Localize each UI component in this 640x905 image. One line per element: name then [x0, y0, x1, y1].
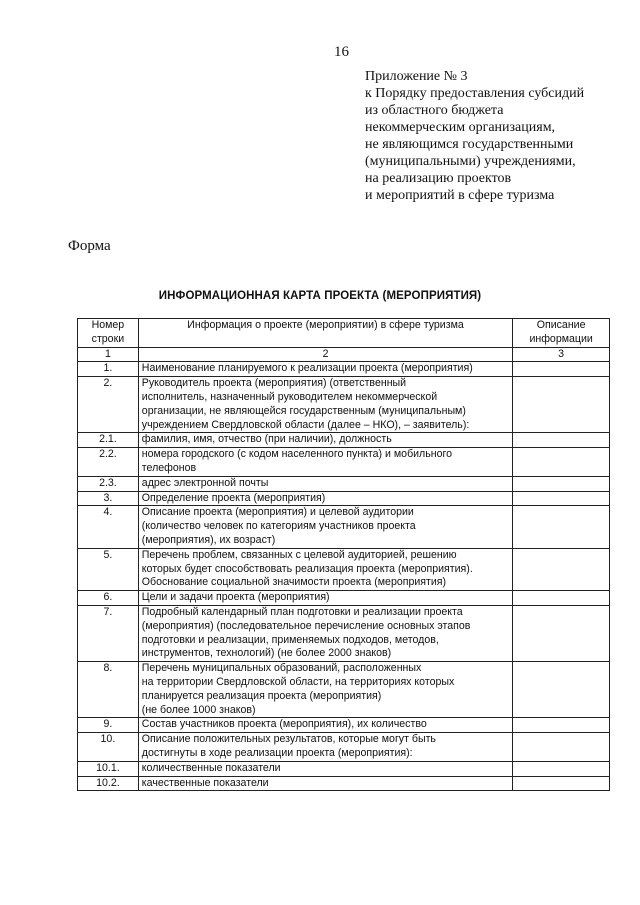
table-row	[78, 362, 610, 377]
row-number: 7.	[78, 605, 139, 661]
row-number: 2.1.	[78, 433, 139, 448]
table-row	[78, 776, 610, 791]
table-row	[78, 506, 610, 548]
row-info	[138, 506, 512, 548]
row-info	[138, 548, 512, 590]
row-info-line: исполнитель, назначенный руководителем некоммерческой	[141, 390, 438, 403]
row-info-line: (мероприятия) (последовательное перечисление основных этапов	[141, 619, 471, 632]
table-row	[78, 605, 610, 661]
row-number: 10.	[78, 733, 139, 762]
row-info-line: номера городского (с кодом населенного пункта) и мобильного	[141, 448, 453, 461]
row-description-cell[interactable]	[513, 718, 610, 733]
row-info	[138, 377, 512, 433]
row-info-line: телефонов	[141, 461, 197, 474]
row-description-cell[interactable]	[513, 362, 610, 377]
row-info-line: учреждением Свердловской области (далее – НКО), – заявитель):	[141, 418, 470, 431]
header-row-number	[78, 319, 139, 348]
row-info-line: Цели и задачи проекта (мероприятия)	[141, 591, 330, 604]
header-project-info	[138, 319, 512, 348]
page-number: 16	[334, 44, 349, 60]
row-info-line: инструментов, технологий) (не более 2000 знаков)	[141, 647, 392, 660]
form-label: Форма	[68, 238, 111, 254]
appendix-line: к Порядку предоставления субсидий	[365, 86, 585, 101]
info-card-table	[77, 318, 610, 791]
header-text: Информация о проекте (мероприятии) в сфере туризма	[187, 319, 464, 331]
header-text: информации	[529, 332, 593, 345]
row-number: 9.	[78, 718, 139, 733]
document-title: ИНФОРМАЦИОННАЯ КАРТА ПРОЕКТА (МЕРОПРИЯТИЯ)	[158, 290, 482, 302]
column-index-row	[78, 347, 610, 362]
row-number: 2.	[78, 377, 139, 433]
appendix-line: и мероприятий в сфере туризма	[365, 188, 555, 203]
row-number: 5.	[78, 548, 139, 590]
row-info	[138, 448, 512, 477]
row-info-line: (не более 1000 знаков)	[141, 703, 256, 716]
row-info-line: Обоснование социальной значимости проекта (мероприятия)	[141, 576, 447, 589]
row-description-cell[interactable]	[513, 776, 610, 791]
table-body	[78, 362, 610, 791]
row-description-cell[interactable]	[513, 448, 610, 477]
row-info	[138, 605, 512, 661]
appendix-line: (муниципальными) учреждениями,	[365, 154, 576, 169]
appendix-line: некоммерческим организациям,	[365, 120, 556, 135]
table-row	[78, 718, 610, 733]
row-info-line: (мероприятия), их возраст)	[141, 533, 276, 546]
row-info	[138, 491, 512, 506]
row-number: 6.	[78, 591, 139, 606]
row-info-line: достигнуты в ходе реализации проекта (мероприятия):	[141, 746, 413, 759]
header-description	[513, 319, 610, 348]
row-description-cell[interactable]	[513, 476, 610, 491]
row-info-line: фамилия, имя, отчество (при наличии), должность	[141, 433, 392, 446]
row-number: 10.1.	[78, 761, 139, 776]
table-row	[78, 476, 610, 491]
row-description-cell[interactable]	[513, 506, 610, 548]
column-index: 3	[513, 347, 610, 362]
row-number: 2.3.	[78, 476, 139, 491]
row-info-line: Описание проекта (мероприятия) и целевой аудитории	[141, 506, 414, 519]
row-description-cell[interactable]	[513, 662, 610, 718]
row-info-line: Определение проекта (мероприятия)	[141, 491, 326, 504]
table-row	[78, 433, 610, 448]
table-row	[78, 491, 610, 506]
row-info-line: планируется реализация проекта (мероприятия)	[141, 689, 382, 702]
row-info-line: на территории Свердловской области, на территориях которых	[141, 675, 455, 688]
row-description-cell[interactable]	[513, 591, 610, 606]
row-info-line: Описание положительных результатов, которые могут быть	[141, 733, 436, 746]
row-description-cell[interactable]	[513, 761, 610, 776]
row-description-cell[interactable]	[513, 733, 610, 762]
row-info-line: Подробный календарный план подготовки и реализации проекта	[141, 605, 463, 618]
appendix-line: не являющимся государственными	[365, 137, 574, 152]
row-info-line: качественные показатели	[141, 776, 269, 789]
row-info-line: Состав участников проекта (мероприятия), их количество	[141, 718, 427, 731]
appendix-block	[365, 68, 625, 204]
table-row	[78, 591, 610, 606]
row-info	[138, 733, 512, 762]
row-info-line: Перечень муниципальных образований, расположенных	[141, 662, 422, 675]
row-number: 10.2.	[78, 776, 139, 791]
row-info-line: которых будет способствовать реализация проекта (мероприятия).	[141, 562, 473, 575]
table-row	[78, 548, 610, 590]
row-description-cell[interactable]	[513, 433, 610, 448]
row-info-line: (количество человек по категориям участников проекта	[141, 520, 416, 533]
row-info	[138, 591, 512, 606]
header-text: Номер	[91, 319, 125, 331]
row-description-cell[interactable]	[513, 377, 610, 433]
appendix-line: из областного бюджета	[365, 103, 504, 118]
table-header-row	[78, 319, 610, 348]
table-row	[78, 377, 610, 433]
row-info	[138, 776, 512, 791]
row-info-line: количественные показатели	[141, 761, 281, 774]
header-text: Описание	[536, 319, 586, 331]
row-description-cell[interactable]	[513, 491, 610, 506]
table-row	[78, 733, 610, 762]
row-description-cell[interactable]	[513, 605, 610, 661]
row-info	[138, 761, 512, 776]
column-index: 1	[78, 347, 139, 362]
appendix-line: Приложение № 3	[365, 69, 468, 84]
row-number: 1.	[78, 362, 139, 377]
row-description-cell[interactable]	[513, 548, 610, 590]
row-info-line: Перечень проблем, связанных с целевой аудиторией, решению	[141, 548, 457, 561]
row-number: 2.2.	[78, 448, 139, 477]
row-info-line: Наименование планируемого к реализации проекта (мероприятия)	[141, 362, 473, 375]
column-index: 2	[138, 347, 512, 362]
table-row	[78, 662, 610, 718]
row-number: 3.	[78, 491, 139, 506]
table-row	[78, 448, 610, 477]
appendix-line: на реализацию проектов	[365, 171, 512, 186]
row-info-line: адрес электронной почты	[141, 476, 269, 489]
row-info	[138, 433, 512, 448]
row-info	[138, 476, 512, 491]
row-info-line: Руководитель проекта (мероприятия) (ответственный	[141, 377, 407, 390]
row-info	[138, 662, 512, 718]
row-number: 4.	[78, 506, 139, 548]
header-text: строки	[91, 332, 125, 345]
table-row	[78, 761, 610, 776]
row-info-line: организации, не являющейся государственным (муниципальным)	[141, 404, 466, 417]
row-info	[138, 718, 512, 733]
row-info	[138, 362, 512, 377]
row-info-line: подготовки и реализации, применяемых подходов, методов,	[141, 633, 439, 646]
row-number: 8.	[78, 662, 139, 718]
